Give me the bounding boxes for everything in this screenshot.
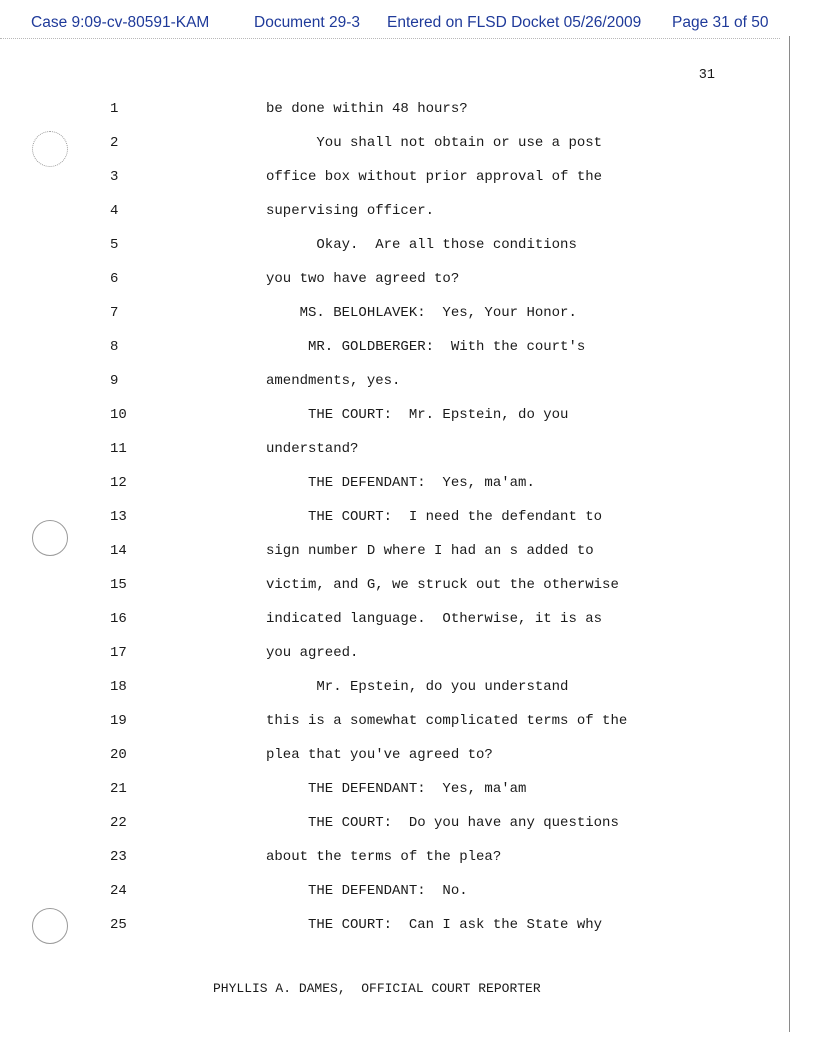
line-text: THE DEFENDANT: Yes, ma'am (266, 781, 527, 797)
transcript-line (0, 747, 780, 767)
entered-date: Entered on FLSD Docket 05/26/2009 (387, 14, 642, 31)
line-text: victim, and G, we struck out the otherwise (266, 577, 619, 593)
transcript-line (0, 509, 780, 529)
page-count: Page 31 of 50 (672, 14, 769, 31)
transcript-line (0, 135, 780, 155)
line-text: supervising officer. (266, 203, 435, 219)
line-text: MR. GOLDBERGER: With the court's (266, 339, 586, 355)
document-number: Document 29-3 (254, 14, 360, 31)
line-text: Okay. Are all those conditions (266, 237, 577, 253)
line-number: 16 (110, 611, 127, 627)
line-text: plea that you've agreed to? (266, 747, 493, 763)
line-text: amendments, yes. (266, 373, 401, 389)
line-number: 10 (110, 407, 127, 423)
line-text: be done within 48 hours? (266, 101, 468, 117)
transcript-line (0, 781, 780, 801)
line-number: 3 (110, 169, 119, 185)
line-number: 13 (110, 509, 127, 525)
transcript-line (0, 883, 780, 903)
transcript-line (0, 271, 780, 291)
line-text: you two have agreed to? (266, 271, 460, 287)
line-text: indicated language. Otherwise, it is as (266, 611, 603, 627)
transcript-line (0, 305, 780, 325)
line-number: 15 (110, 577, 127, 593)
transcript-line (0, 713, 780, 733)
line-text: MS. BELOHLAVEK: Yes, Your Honor. (266, 305, 577, 321)
line-number: 5 (110, 237, 119, 253)
docket-header (0, 14, 816, 36)
transcript-line (0, 577, 780, 597)
transcript-line (0, 237, 780, 257)
line-number: 2 (110, 135, 119, 151)
transcript-line (0, 611, 780, 631)
line-number: 24 (110, 883, 127, 899)
line-number: 23 (110, 849, 127, 865)
line-number: 8 (110, 339, 119, 355)
case-number: Case 9:09-cv-80591-KAM (31, 14, 210, 31)
line-text: You shall not obtain or use a post (266, 135, 603, 151)
transcript-line (0, 679, 780, 699)
line-text: you agreed. (266, 645, 359, 661)
transcript-line (0, 169, 780, 189)
line-text: this is a somewhat complicated terms of the (266, 713, 628, 729)
transcript-line (0, 849, 780, 869)
transcript-line (0, 373, 780, 393)
line-text: sign number D where I had an s added to (266, 543, 594, 559)
transcript-page-number: 31 (698, 68, 715, 83)
transcript-line (0, 645, 780, 665)
transcript-line (0, 203, 780, 223)
line-number: 18 (110, 679, 127, 695)
line-text: THE COURT: Do you have any questions (266, 815, 619, 831)
line-number: 19 (110, 713, 127, 729)
header-divider (0, 38, 780, 39)
line-text: THE COURT: Can I ask the State why (266, 917, 603, 933)
line-number: 25 (110, 917, 127, 933)
line-text: office box without prior approval of the (266, 169, 603, 185)
line-text: THE DEFENDANT: Yes, ma'am. (266, 475, 535, 491)
line-number: 22 (110, 815, 127, 831)
line-number: 7 (110, 305, 119, 321)
line-text: understand? (266, 441, 359, 457)
transcript-line (0, 475, 780, 495)
transcript-line (0, 917, 780, 937)
line-text: THE COURT: Mr. Epstein, do you (266, 407, 569, 423)
line-text: THE DEFENDANT: No. (266, 883, 468, 899)
line-number: 4 (110, 203, 119, 219)
transcript-line (0, 441, 780, 461)
line-text: Mr. Epstein, do you understand (266, 679, 569, 695)
line-number: 17 (110, 645, 127, 661)
line-number: 14 (110, 543, 127, 559)
transcript-line (0, 101, 780, 121)
line-number: 1 (110, 101, 119, 117)
transcript-line (0, 407, 780, 427)
line-number: 20 (110, 747, 127, 763)
transcript-line (0, 815, 780, 835)
line-number: 6 (110, 271, 119, 287)
line-number: 11 (110, 441, 127, 457)
transcript-line (0, 339, 780, 359)
line-number: 9 (110, 373, 119, 389)
line-text: about the terms of the plea? (266, 849, 502, 865)
transcript-line (0, 543, 780, 563)
court-reporter-credit: PHYLLIS A. DAMES, OFFICIAL COURT REPORTER (213, 981, 541, 996)
right-margin-rule (789, 36, 790, 1032)
line-number: 21 (110, 781, 127, 797)
line-text: THE COURT: I need the defendant to (266, 509, 603, 525)
line-number: 12 (110, 475, 127, 491)
